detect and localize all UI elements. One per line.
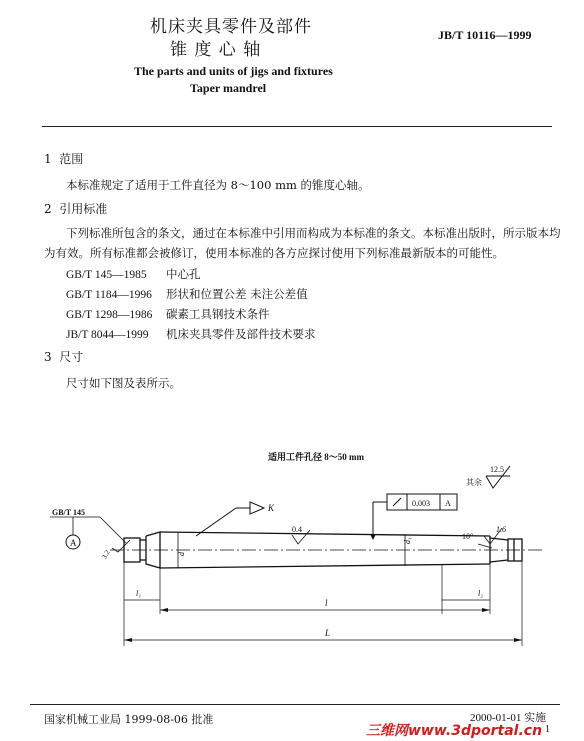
reference-code: GB/T 145—1985	[66, 269, 147, 281]
roughness-k-label: K	[268, 503, 275, 513]
header-divider	[42, 126, 552, 127]
roughness-16-value: 1.6	[496, 525, 506, 534]
roughness-left-value: 3.2	[100, 548, 112, 561]
section-3-number: 3	[44, 350, 52, 364]
view-marker-label: A	[70, 538, 77, 548]
watermark: 三维网www.3dportal.cn	[366, 723, 543, 739]
roughness-04-value: 0.4	[292, 525, 302, 534]
section-2-text-line2: 为有效。所有标准都会被修订，使用本标准的各方应探讨使用下列标准最新版本的可能性。	[44, 246, 504, 260]
reference-name: 碳素工具钢技术条件	[166, 307, 270, 321]
dim-d1-label: d₁	[403, 537, 412, 544]
section-2-heading	[44, 200, 107, 217]
tolerance-value: 0.003	[412, 499, 430, 508]
section-3-title: 尺寸	[59, 350, 84, 364]
section-3-heading	[44, 348, 83, 365]
section-2-text-line1: 下列标准所包含的条文，通过在本标准中引用而构成为本标准的条文。本标准出版时，所示版本均	[66, 226, 561, 240]
mandrel-drawing	[0, 440, 584, 670]
section-3-text: 尺寸如下图及表所示。	[66, 376, 181, 390]
arrowhead	[160, 608, 168, 612]
title-en-line1: The parts and units of jigs and fixtures	[134, 64, 333, 78]
reference-list-item	[66, 305, 270, 324]
reference-list-item	[66, 285, 308, 304]
dim-l2-label: l₂	[478, 589, 484, 598]
arrowhead	[124, 638, 132, 642]
section-2-number: 2	[44, 202, 52, 216]
implementation-date-value: 2000-01-01	[470, 712, 522, 724]
section-1-heading	[44, 150, 83, 167]
section-2-title: 引用标准	[59, 202, 108, 216]
footer-divider	[30, 704, 560, 705]
drawing-caption: 适用工件孔径 8～50 mm	[268, 452, 364, 462]
reference-name: 中心孔	[166, 267, 201, 281]
reference-name: 机床夹具零件及部件技术要求	[166, 327, 316, 341]
section-1-text: 本标准规定了适用于工件直径为 8～100 mm 的锥度心轴。	[66, 178, 370, 192]
arrowhead	[370, 534, 376, 540]
reference-code: GB/T 1184—1996	[66, 289, 152, 301]
dim-l1-label: l₁	[136, 589, 142, 598]
roughness-rest-value: 12.5	[490, 465, 504, 474]
dim-d-label: d	[177, 552, 186, 556]
angle-label: 10°	[462, 532, 474, 541]
leader-line	[100, 517, 126, 543]
reference-list-item	[66, 325, 316, 344]
title-en-line2: Taper mandrel	[190, 81, 267, 95]
section-1-number: 1	[44, 152, 52, 166]
tolerance-datum: A	[445, 499, 451, 508]
section-1-title: 范围	[59, 152, 84, 166]
standard-number: JB/T 10116—1999	[438, 28, 532, 42]
reference-name: 形状和位置公差 未注公差值	[166, 287, 308, 301]
roughness-k-icon	[196, 502, 264, 536]
approval-text: 国家机械工业局 1999-08-06 批准	[44, 713, 214, 726]
arrowhead	[514, 638, 522, 642]
center-hole-standard: GB/T 145	[52, 508, 85, 517]
reference-list-item	[66, 265, 201, 284]
roughness-rest-label: 其余	[466, 478, 482, 487]
implementation-label: 实施	[524, 712, 547, 724]
title-cn-line1: 机床夹具零件及部件	[150, 17, 312, 37]
reference-code: GB/T 1298—1986	[66, 309, 153, 321]
title-cn-line2: 锥 度 心 轴	[170, 40, 262, 60]
arrowhead	[482, 608, 490, 612]
dim-L-label: L	[325, 628, 331, 638]
page-number: 1	[545, 724, 550, 735]
dim-l-label: l	[325, 598, 328, 608]
reference-code: JB/T 8044—1999	[66, 329, 149, 341]
